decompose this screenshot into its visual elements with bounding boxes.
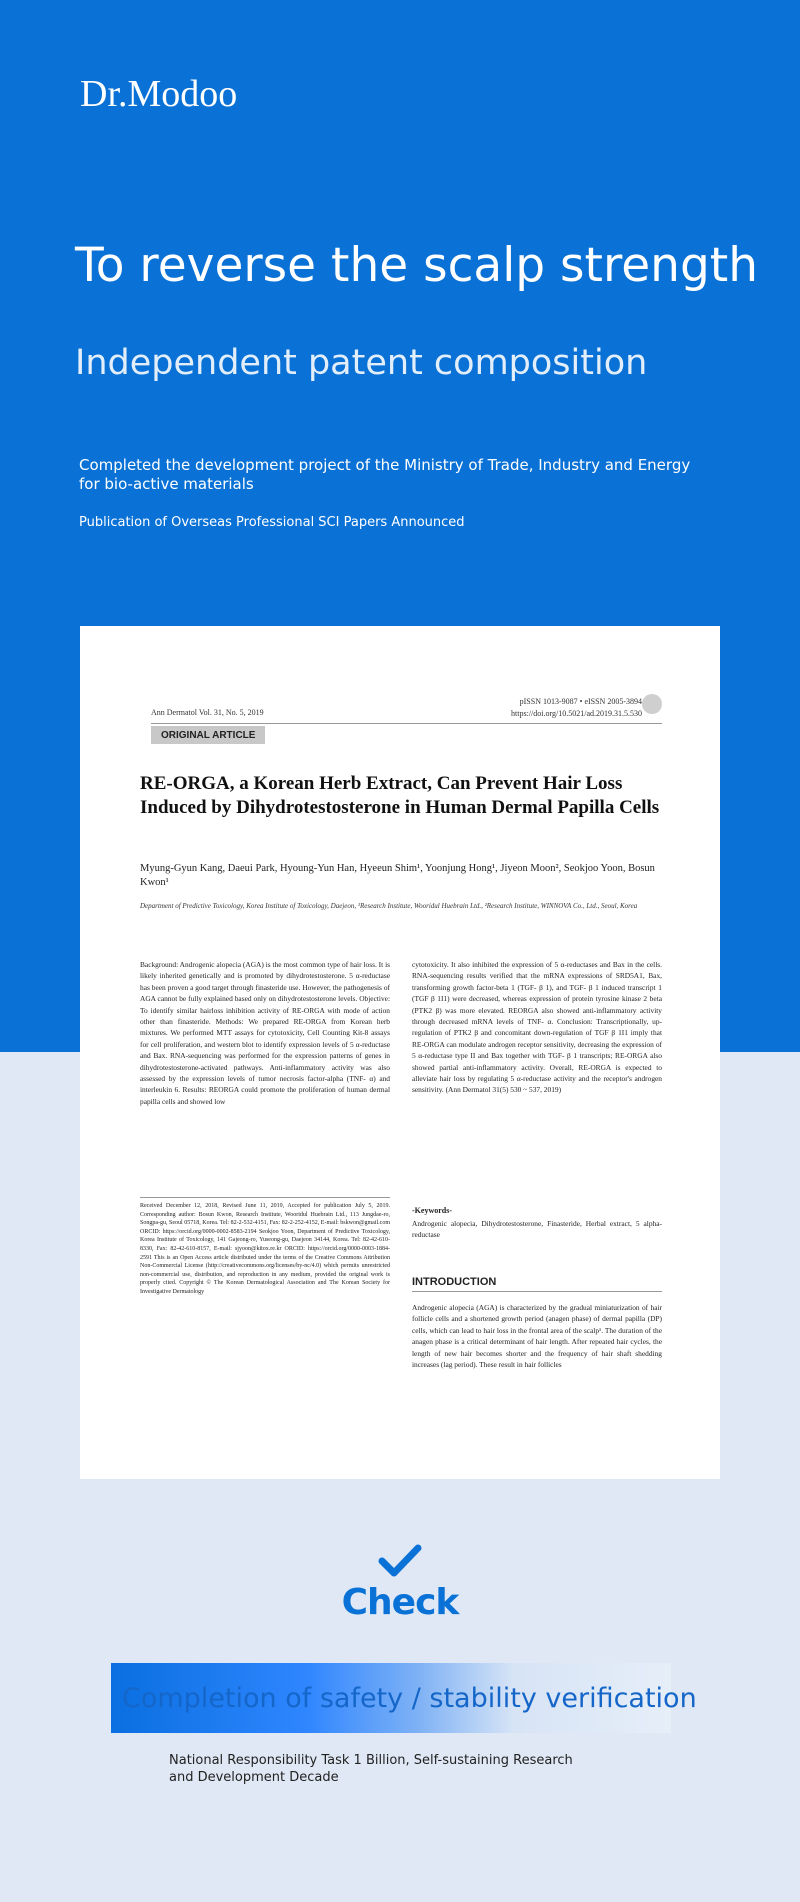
journal-logo-icon — [642, 694, 662, 714]
brand-logo: Dr.Modoo — [80, 73, 238, 115]
paper-journal: Ann Dermatol Vol. 31, No. 5, 2019 — [151, 708, 264, 717]
paper-affiliation: Department of Predictive Toxicology, Korea Institute of Toxicology, Daejeon, ¹Research Institute, Wooridul Huebrain Ltd., ²Research Institute, WINNOVA Co., Ltd., Seoul, Korea — [140, 902, 638, 910]
paper-image — [80, 626, 720, 1479]
paper-abstract-left: Background: Androgenic alopecia (AGA) is the most common type of hair loss. It is likely inherited genetically and is promoted by dihydrotestosterone. 5 α-reductase has been proven a good target through finasteride use. However, the pathogenesis of AGA cannot be fully explained based only on dihydrotestosterone levels. Objective: To identify similar hairloss inhibition activity of RE-ORGA with mode of action other than finasteride. Methods: We prepared RE-ORGA from Korean herb mixtures. We performed MTT assays for cytotoxicity, Cell Counting Kit-8 assays for cell proliferation, and western blot to identify expression levels of 5 α-reductase and Bax. RNA-sequencing was performed for the expression patterns of genes in dihydrotestosterone-activated pathways. Anti-inflammatory activity was also assessed by the expression levels of tumor necrosis factor-alpha (TNF- α) and interleukin 6. Results: REORGA could promote the proliferation of human dermal papilla cells and showed low — [140, 960, 390, 1106]
page-subtitle: Independent patent composition — [75, 343, 648, 383]
paper-authors: Myung-Gyun Kang, Daeui Park, Hyoung-Yun Han, Hyeeun Shim¹, Yoonjung Hong¹, Jiyeon Moon², Seokjoo Yoon, Bosun Kwon¹ — [140, 863, 655, 888]
paper-intro-heading: INTRODUCTION — [412, 1276, 497, 1288]
development-note: Completed the development project of the Ministry of Trade, Industry and Energy for bio-active materials — [79, 456, 691, 493]
paper-divider — [151, 723, 662, 724]
paper-title: RE-ORGA, a Korean Herb Extract, Can Prevent Hair Loss Induced by Dihydrotestosterone in Human Dermal Papilla Cells — [140, 773, 660, 818]
paper-divider — [412, 1291, 662, 1292]
verification-text: Completion of safety / stability verification — [122, 1683, 697, 1714]
paper-keywords-heading: -Keywords- — [412, 1206, 452, 1215]
check-icon — [378, 1544, 422, 1578]
check-label: Check — [341, 1582, 459, 1623]
paper-badge: ORIGINAL ARTICLE — [151, 726, 265, 744]
paper-intro: Androgenic alopecia (AGA) is characterized by the gradual miniaturization of hair follicle cells and a shortened growth period (anagen phase) of dermal papilla (DP) cells, which can lead to hair loss in the frontal area of the scalp¹. The duration of the anagen phase is a critical determinant of hair length. After repeated hair cycles, the length of new hair becomes shorter and the frequency of hair shaft shedding increases (lag period). These result in hair follicles — [412, 1303, 662, 1370]
paper-keywords: Androgenic alopecia, Dihydrotestosterone, Finasteride, Herbal extract, 5 alpha-reductase — [412, 1219, 662, 1240]
paper-metadata: Received December 12, 2018, Revised June 11, 2019, Accepted for publication July 5, 2019. Corresponding author: Bosun Kwon, Research Institute, Wooridul Huebrain Ltd., 113 Jungdae-ro, Songpa-gu, Seoul 05718, Korea. Tel: 82-2-532-4151, Fax: 82-2-252-4152, E-mail: bskwon@gmail.com ORCID: https://orcid.org/0000-0002-8583-2194 Seokjoo Yoon, Department of Predictive Toxicology, Korea Institute of Toxicology, 141 Gajeong-ro, Yuseong-gu, Daejeon 34144, Korea. Tel: 82-42-610-8330, Fax: 82-42-610-8157, E-mail: sjyoon@kitox.re.kr ORCID: https://orcid.org/0000-0003-1884-2591 This is an Open Access article distributed under the terms of the Creative Commons Attribution Non-Commercial License (http://creativecommons.org/licenses/by-nc/4.0) which permits unrestricted non-commercial use, distribution, and reproduction in any medium, provided the original work is properly cited. Copyright © The Korean Dermatological Association and The Korean Society for Investigative Dermatology — [140, 1203, 390, 1295]
funding-note: National Responsibility Task 1 Billion, Self-sustaining Research and Development Decade — [169, 1753, 573, 1785]
paper-doi: https://doi.org/10.5021/ad.2019.31.5.530 — [511, 709, 642, 718]
paper-abstract-right: cytotoxicity. It also inhibited the expression of 5 α-reductases and Bax in the cells. RNA-sequencing results verified that the mRNA expressions of SRD5A1, Bax, transforming growth factor-beta 1 (TGF- β 1), and TGF- β 1 induced transcript 1 (TGF β 1I1) were decreased, whereas expression of protein tyrosine kinase 2 beta (PTK2 β) was more elevated. REORGA also showed anti-inflammatory activity through decreased mRNA levels of TNF- α. Conclusion: Transcriptionally, up-regulation of PTK2 β and concomitant down-regulation of TGF β 1I1 imply that RE-ORGA can modulate androgen receptor sensitivity, decreasing the expression of 5 α-reductase type II and Bax together with TGF- β 1 transcripts; RE-ORGA also showed partial anti-inflammatory activity. Overall, RE-ORGA is expected to alleviate hair loss by regulating 5 α-reductase activity and the receptor's androgen sensitivity. (Ann Dermatol 31(5) 530 ~ 537, 2019) — [412, 960, 662, 1095]
paper-issn: pISSN 1013-9087 • eISSN 2005-3894 — [519, 697, 642, 706]
paper-issn-block — [511, 696, 642, 720]
publication-note: Publication of Overseas Professional SCI Papers Announced — [79, 515, 465, 530]
paper-divider — [140, 1197, 390, 1198]
page-title: To reverse the scalp strength — [75, 238, 759, 293]
